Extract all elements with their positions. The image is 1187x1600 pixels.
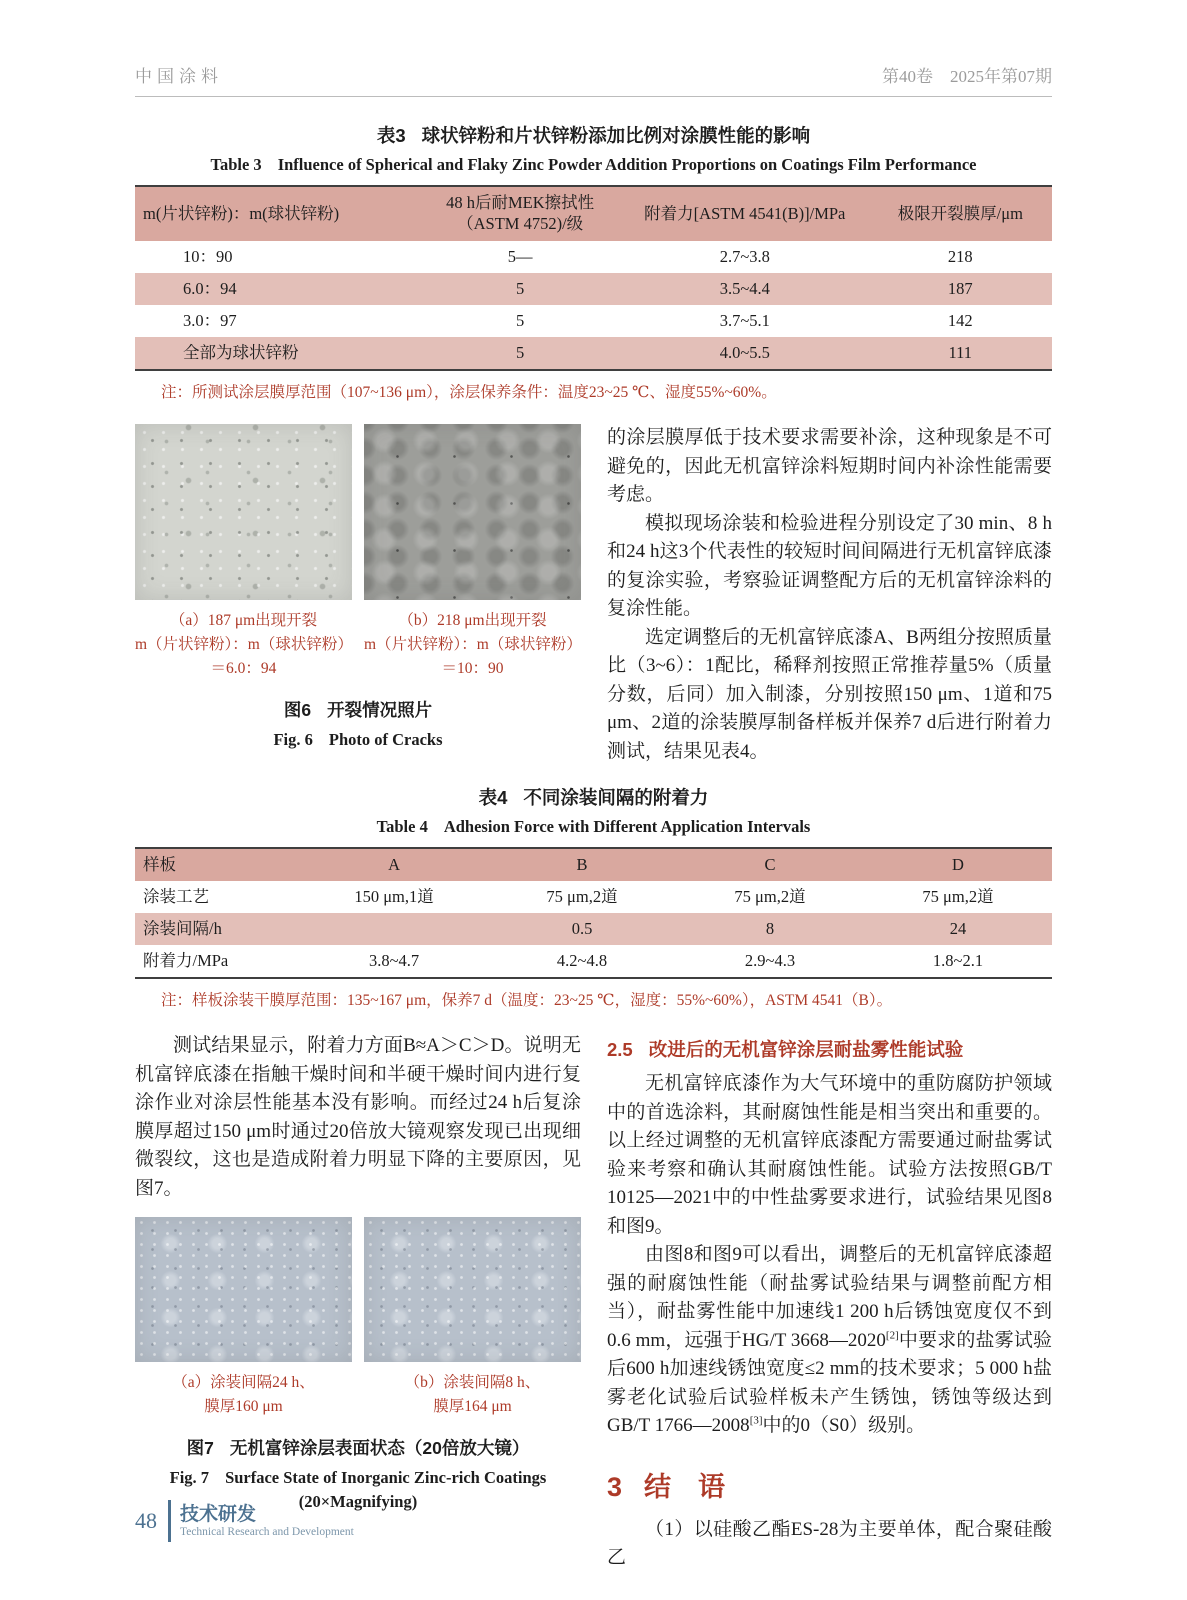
caption-line: 膜厚160 μm — [204, 1398, 283, 1416]
figure6-a — [135, 424, 352, 681]
cell-adhesion: 4.0~5.5 — [719, 342, 770, 362]
figure7-title-en-text: Surface State of Inorganic Zinc-rich Coatings — [225, 1468, 547, 1488]
figure6-title-zh — [135, 697, 581, 722]
cell-c: 8 — [765, 918, 775, 938]
running-head — [135, 62, 1052, 97]
cell-mek: 5— — [507, 246, 533, 266]
table-row — [135, 305, 1052, 337]
cell-mek: 5 — [516, 278, 525, 298]
figure7-caption-b — [364, 1371, 581, 1419]
cell-a — [300, 913, 488, 945]
table-row — [135, 241, 1052, 273]
table4 — [135, 847, 1052, 979]
table-row — [135, 913, 1052, 945]
table-row — [135, 337, 1052, 370]
citation-ref: [3] — [749, 1414, 763, 1427]
figure7-photo-a — [135, 1217, 352, 1362]
table4-title-zh — [135, 784, 1052, 810]
left-column-1 — [135, 424, 581, 752]
cell-a: 150 μm,1道 — [354, 886, 434, 906]
table4-col-d: D — [952, 854, 964, 874]
figure7-title-en-line2: (20×Magnifying) — [298, 1491, 418, 1511]
volume-issue: 第40卷 2025年第07期 — [882, 67, 1052, 86]
caption-line: （b）218 μm出现开裂 — [398, 612, 547, 629]
table3 — [135, 185, 1052, 371]
section-title: 结 语 — [644, 1471, 726, 1502]
figure6-title-en-text: Photo of Cracks — [328, 730, 443, 750]
table3-col-ratio: m(片状锌粉)：m(球状锌粉) — [143, 203, 340, 223]
cell-thickness: 218 — [947, 246, 973, 266]
figure7-photo-b — [364, 1217, 581, 1362]
figure6-b — [364, 424, 581, 681]
cell-a: 3.8~4.7 — [368, 950, 420, 970]
right-column-2 — [607, 1032, 1052, 1573]
cell-b: 4.2~4.8 — [556, 950, 608, 970]
cell-ratio: 10：90 — [183, 246, 233, 266]
figure6-label-zh: 图6 — [283, 700, 312, 721]
cell-label: 附着力/MPa — [143, 950, 229, 970]
cell-label: 涂装间隔/h — [143, 918, 222, 938]
page-number: 48 — [135, 1508, 157, 1533]
cell-d: 1.8~2.1 — [932, 950, 984, 970]
journal-name: 中国涂料 — [135, 67, 223, 86]
table-row — [135, 945, 1052, 978]
table4-label-zh: 表4 — [478, 787, 508, 808]
section-2-5-heading — [607, 1036, 1052, 1062]
cell-b: 0.5 — [571, 918, 593, 938]
caption-line: m（片状锌粉）：m（球状锌粉） — [364, 636, 582, 654]
figure7-b — [364, 1217, 581, 1419]
paragraph-segment: 中要求的盐雾试验后600 h加速线锈蚀宽度≤2 mm的技术要求；5 000 h盐雾老化试验后试验样板未产生锈蚀，锈蚀等级达到GB/T 1766—2008 — [607, 1329, 1052, 1436]
figure6-title-zh-text: 开裂情况照片 — [327, 700, 433, 721]
cell-thickness: 142 — [947, 310, 973, 330]
columns-block-1 — [135, 424, 1052, 766]
cell-mek: 5 — [516, 342, 525, 362]
body-paragraph — [607, 1241, 1052, 1441]
figure7-title-zh-text: 无机富锌涂层表面状态（20倍放大镜） — [229, 1438, 530, 1459]
body-paragraph: 无机富锌底漆作为大气环境中的重防腐防护领域中的首选涂料，其耐腐蚀性能是相当突出和重要的。以上经过调整的无机富锌底漆配方需要通过耐盐雾试验来考察和确认其耐腐蚀性能。试验方法按照GB/T 10125—2021中的中性盐雾要求进行，试验结果见图8和图9。 — [607, 1073, 1052, 1237]
table3-title-en — [135, 155, 1052, 175]
figure6-caption-b — [364, 609, 581, 681]
caption-line: 膜厚164 μm — [433, 1398, 512, 1416]
table-row — [135, 273, 1052, 305]
caption-line: m（片状锌粉）：m（球状锌粉） — [135, 636, 353, 654]
footer-label-en: Technical Research and Development — [180, 1525, 354, 1538]
cell-thickness: 187 — [947, 278, 973, 298]
right-column-1 — [607, 424, 1052, 766]
columns-block-2 — [135, 1032, 1052, 1573]
cell-adhesion: 2.7~3.8 — [719, 246, 770, 266]
body-paragraph: 选定调整后的无机富锌底漆A、B两组分按照质量比（3~6）：1配比，稀释剂按照正常推荐量5%（质量分数，后同）加入制漆，分别按照150 μm、1道和75 μm、2道的涂装膜厚制备样板并保养7 d后进行附着力测试，结果见表4。 — [607, 626, 1052, 762]
citation-ref: [2] — [885, 1329, 899, 1342]
figure6-photo-a — [135, 424, 352, 600]
caption-line: （b）涂装间隔8 h、 — [404, 1374, 541, 1391]
cell-adhesion: 3.5~4.4 — [719, 278, 770, 298]
figure7-caption-a — [135, 1371, 352, 1419]
cell-ratio: 全部为球状锌粉 — [183, 342, 299, 362]
cell-d: 75 μm,2道 — [922, 886, 994, 906]
table-row — [135, 881, 1052, 913]
table4-title-en-text: Adhesion Force with Different Application Intervals — [443, 817, 811, 836]
figure6-caption-a — [135, 609, 352, 681]
page-footer — [135, 1500, 354, 1542]
footer-divider — [168, 1500, 171, 1542]
table3-label-en: Table 3 — [210, 155, 262, 174]
caption-line: ＝10：90 — [441, 660, 504, 678]
cell-b: 75 μm,2道 — [546, 886, 618, 906]
body-paragraph: 的涂层膜厚低于技术要求需要补涂，这种现象是不可避免的，因此无机富锌涂料短期时间内补涂性能需要考虑。 — [607, 427, 1052, 505]
table3-title-en-text: Influence of Spherical and Flaky Zinc Powder Addition Proportions on Coatings Film Performance — [277, 155, 977, 174]
section-3-heading — [607, 1465, 1052, 1504]
caption-line: ＝6.0：94 — [210, 660, 277, 678]
body-paragraph: 测试结果显示，附着力方面B≈A＞C＞D。说明无机富锌底漆在指触干燥时间和半硬干燥时间内进行复涂作业对涂层性能基本没有影响。而经过24 h后复涂膜厚超过150 μm时通过20倍放大镜观察发现已出现细微裂纹，这也是造成附着力明显下降的主要原因，见图7。 — [135, 1035, 581, 1199]
cell-mek: 5 — [516, 310, 525, 330]
figure6-title-en — [135, 728, 581, 752]
table4-title-zh-text: 不同涂装间隔的附着力 — [523, 787, 709, 808]
table3-label-zh: 表3 — [376, 125, 406, 146]
figure7-label-zh: 图7 — [186, 1438, 214, 1459]
table3-col-adhesion: 附着力[ASTM 4541(B)]/MPa — [644, 203, 846, 223]
table4-col-b: B — [576, 854, 588, 874]
figure7-title-zh — [135, 1435, 581, 1460]
section-title: 改进后的无机富锌涂层耐盐雾性能试验 — [648, 1039, 964, 1060]
cell-ratio: 6.0：94 — [183, 278, 237, 298]
table3-header-row — [135, 186, 1052, 241]
table3-col-mek — [419, 186, 621, 241]
paragraph-segment: 中的0（S0）级别。 — [762, 1415, 926, 1436]
figure6-images — [135, 424, 581, 681]
table3-col-mek-line2: （ASTM 4752)/级 — [457, 214, 584, 233]
cell-d: 24 — [949, 918, 967, 938]
caption-line: （a）涂装间隔24 h、 — [172, 1374, 315, 1391]
section-number: 3 — [607, 1471, 623, 1502]
table3-title-zh-text: 球状锌粉和片状锌粉添加比例对涂膜性能的影响 — [421, 125, 811, 146]
section-number: 2.5 — [607, 1039, 633, 1060]
cell-label: 涂装工艺 — [143, 886, 209, 906]
footer-column-label — [180, 1504, 354, 1538]
caption-line: （a）187 μm出现开裂 — [169, 612, 318, 629]
table4-note: 注：样板涂装干膜厚范围：135~167 μm，保养7 d（温度：23~25 ℃，湿度：55%~60%），ASTM 4541（B）。 — [161, 992, 893, 1009]
figure7-a — [135, 1217, 352, 1419]
figure7-images — [135, 1217, 581, 1419]
left-column-2 — [135, 1032, 581, 1514]
table4-col-c: C — [764, 854, 776, 874]
table4-col-a: A — [388, 854, 400, 874]
cell-adhesion: 3.7~5.1 — [719, 310, 770, 330]
table3-col-thickness: 极限开裂膜厚/μm — [897, 203, 1023, 223]
figure6-label-en: Fig. 6 — [273, 730, 313, 750]
cell-c: 75 μm,2道 — [734, 886, 806, 906]
figure6-photo-b — [364, 424, 581, 600]
cell-ratio: 3.0：97 — [183, 310, 237, 330]
table4-header-row — [135, 848, 1052, 881]
table4-col-sample: 样板 — [143, 854, 176, 874]
footer-label-zh: 技术研发 — [180, 1504, 257, 1526]
body-paragraph: （1）以硅酸乙酯ES-28为主要单体，配合聚硅酸乙 — [607, 1518, 1052, 1568]
paragraph-segment: 由图8和图9可以看出，调整后的无机富锌底漆超强的耐腐蚀性能（耐盐雾试验结果与调整前配方相当），耐盐雾性能中加速线1 200 h后锈蚀宽度仅不到0.6 mm，远强于HG/T 3668—2020 — [607, 1244, 1052, 1351]
table3-col-mek-line1: 48 h后耐MEK擦拭性 — [446, 193, 595, 213]
table4-label-en: Table 4 — [376, 817, 428, 836]
table4-title-en — [135, 817, 1052, 837]
body-paragraph: 模拟现场涂装和检验进程分别设定了30 min、8 h和24 h这3个代表性的较短时间间隔进行无机富锌底漆的复涂实验，考察验证调整配方后的无机富锌涂料的复涂性能。 — [607, 512, 1052, 619]
table3-note: 注：所测试涂层膜厚范围（107~136 μm），涂层保养条件：温度23~25 ℃、湿度55%~60%。 — [161, 384, 777, 401]
figure7-label-en: Fig. 7 — [169, 1468, 210, 1488]
cell-thickness: 111 — [948, 342, 973, 362]
cell-c: 2.9~4.3 — [744, 950, 796, 970]
table3-title-zh — [135, 122, 1052, 148]
